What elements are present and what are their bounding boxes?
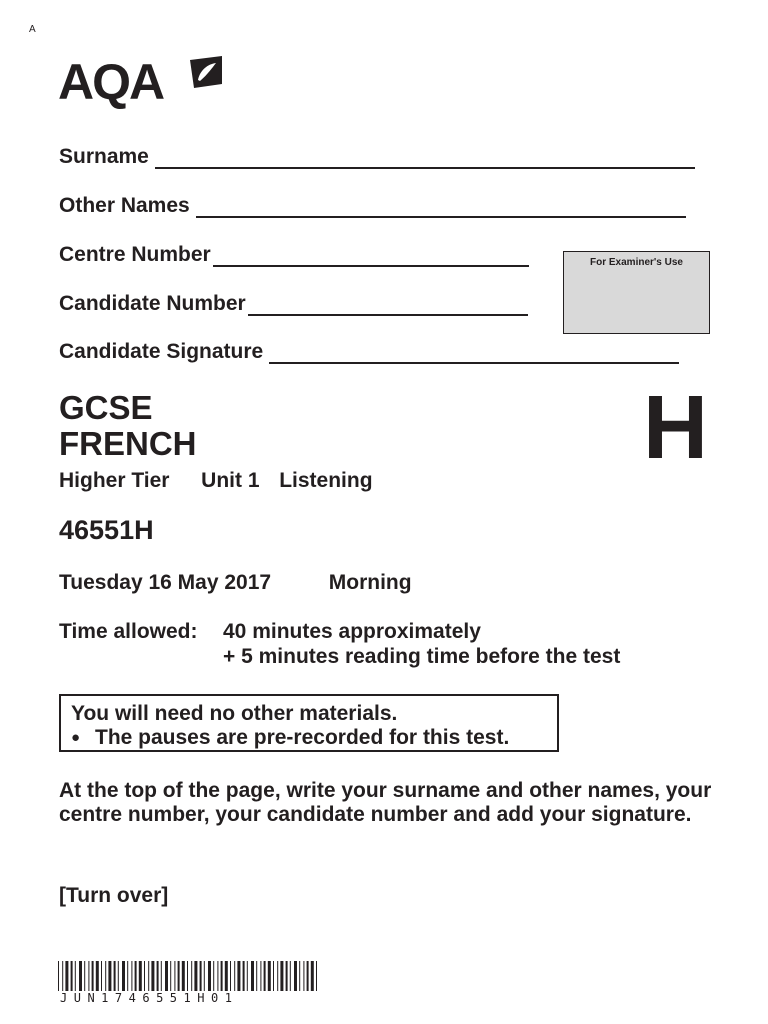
logo-mark-icon: [188, 54, 224, 90]
materials-box: [59, 694, 559, 752]
logo-text: AQA: [58, 54, 164, 110]
subject: FRENCH: [59, 425, 197, 462]
unit: Unit 1: [201, 469, 260, 492]
centre-number-label: Centre Number: [59, 243, 211, 266]
centre-number-field[interactable]: [59, 243, 529, 267]
materials-bullet-line: [71, 726, 557, 750]
surname-field[interactable]: [59, 145, 695, 169]
other-names-line[interactable]: [196, 198, 686, 218]
time-allowed-value: 40 minutes approximately: [223, 620, 481, 643]
barcode-text: JUN1746551H01: [60, 991, 239, 1005]
paper-code: 46551H: [59, 515, 154, 545]
tier-letter: H: [643, 378, 708, 478]
tier: Higher Tier: [59, 469, 170, 492]
candidate-signature-field[interactable]: [59, 340, 679, 364]
barcode-icon: [58, 961, 320, 991]
exam-session: Morning: [328, 571, 412, 594]
corner-mark: A: [29, 24, 36, 35]
candidate-number-line[interactable]: [248, 296, 528, 316]
examiner-use-box: [563, 251, 710, 334]
candidate-number-field[interactable]: [59, 292, 528, 316]
other-names-field[interactable]: [59, 194, 686, 218]
turn-over: [Turn over]: [59, 884, 169, 907]
reading-time: + 5 minutes reading time before the test: [223, 645, 621, 668]
time-allowed-label: Time allowed:: [59, 620, 198, 643]
exam-title: [59, 390, 197, 462]
examiner-use-label: For Examiner's Use: [590, 257, 683, 268]
other-names-label: Other Names: [59, 194, 190, 217]
tier-line: [59, 469, 373, 493]
qualification: GCSE: [59, 389, 153, 426]
centre-number-line[interactable]: [213, 247, 529, 267]
instructions: At the top of the page, write your surname and other names, your centre number, your candidate number and add your signature.: [59, 779, 712, 826]
bullet-icon: ●: [71, 729, 81, 747]
candidate-signature-label: Candidate Signature: [59, 340, 264, 363]
surname-label: Surname: [59, 145, 149, 168]
date-line: [59, 571, 412, 595]
surname-line[interactable]: [155, 149, 695, 169]
exam-date: Tuesday 16 May 2017: [59, 571, 272, 594]
materials-bullet: The pauses are pre-recorded for this test.: [95, 726, 510, 749]
paper: Listening: [279, 469, 373, 492]
aqa-logo: [58, 52, 228, 112]
candidate-signature-line[interactable]: [269, 344, 679, 364]
materials-line: You will need no other materials.: [71, 702, 398, 725]
candidate-number-label: Candidate Number: [59, 292, 246, 315]
